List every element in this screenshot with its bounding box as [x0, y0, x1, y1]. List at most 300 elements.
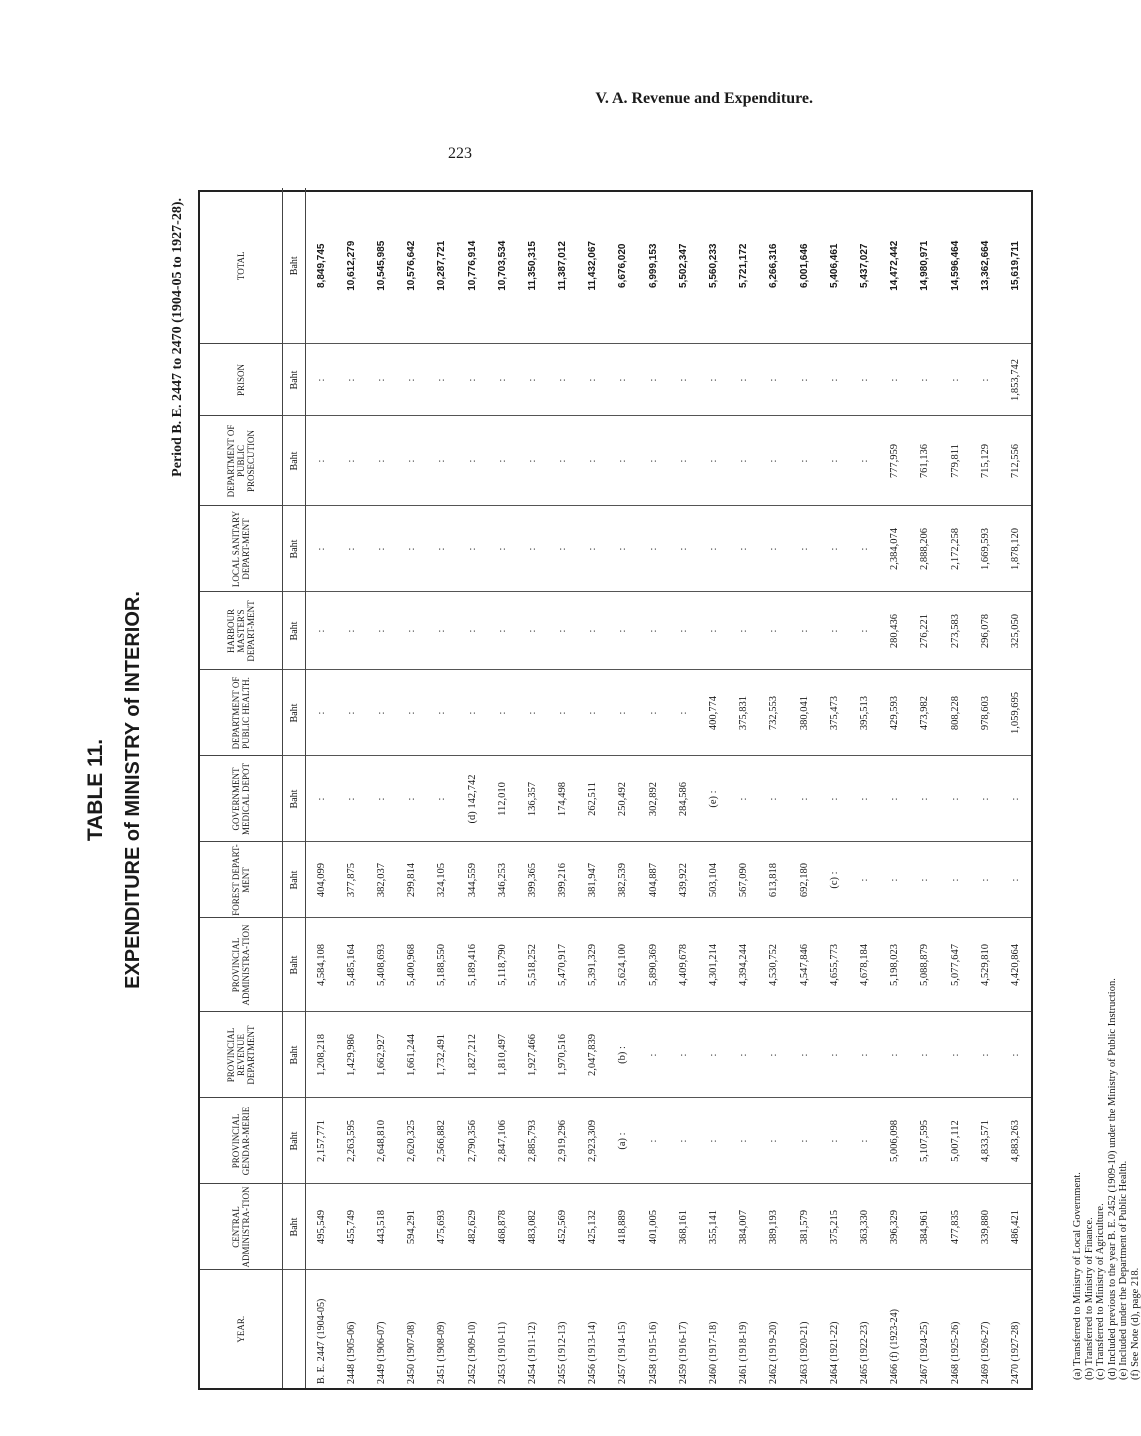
- value-cell: :: [517, 344, 547, 416]
- value-cell: :: [759, 756, 789, 842]
- value-cell: 339,880: [970, 1184, 1000, 1270]
- value-cell: :: [306, 344, 337, 416]
- value-cell: :: [487, 344, 517, 416]
- value-cell: 418,889: [608, 1184, 638, 1270]
- col-provincial-revenue: PROVINCIAL REVENUE DEPARTMENT: [200, 1012, 283, 1098]
- value-cell: 5,400,968: [397, 918, 427, 1012]
- value-cell: 4,678,184: [849, 918, 879, 1012]
- footnote: (d) Included previous to the year B. E. 2452 (1909-10) under the Ministry of Public Instruction.: [1106, 978, 1118, 1380]
- value-cell: 325,050: [1000, 592, 1030, 670]
- total-cell: 6,266,316: [768, 243, 780, 288]
- total-cell: 14,596,464: [949, 240, 961, 291]
- footnotes: [1072, 978, 1141, 1380]
- value-cell: 2,047,839: [578, 1012, 608, 1098]
- value-cell: :: [578, 670, 608, 756]
- value-cell: :: [578, 416, 608, 506]
- value-cell: 399,216: [548, 842, 578, 918]
- value-cell: 1,853,742: [1000, 344, 1030, 416]
- value-cell: 712,556: [1000, 416, 1030, 506]
- unit-cell: Baht: [283, 756, 306, 842]
- value-cell: 808,228: [940, 670, 970, 756]
- value-cell: :: [668, 506, 698, 592]
- value-cell: :: [548, 506, 578, 592]
- total-cell: 13,362,664: [979, 240, 991, 291]
- value-cell: :: [849, 1012, 879, 1098]
- value-cell: 429,593: [880, 670, 910, 756]
- total-cell: 14,472,442: [889, 240, 901, 291]
- unit-cell: Baht: [283, 1098, 306, 1184]
- value-cell: :: [336, 416, 366, 506]
- value-cell: :: [819, 344, 849, 416]
- value-cell: :: [759, 1098, 789, 1184]
- value-cell: 715,129: [970, 416, 1000, 506]
- value-cell: 382,539: [608, 842, 638, 918]
- value-cell: :: [336, 756, 366, 842]
- value-cell: :: [970, 756, 1000, 842]
- value-cell: :: [910, 842, 940, 918]
- value-cell: 473,982: [910, 670, 940, 756]
- value-cell: 389,193: [759, 1184, 789, 1270]
- value-cell: :: [698, 416, 728, 506]
- value-cell: :: [729, 756, 759, 842]
- value-cell: :: [608, 592, 638, 670]
- value-cell: 503,104: [698, 842, 728, 918]
- value-cell: :: [427, 506, 457, 592]
- value-cell: 1,970,516: [548, 1012, 578, 1098]
- table-row: [397, 188, 427, 1388]
- unit-cell: Baht: [283, 842, 306, 918]
- value-cell: 5,890,369: [638, 918, 668, 1012]
- value-cell: :: [457, 416, 487, 506]
- col-public-health: DEPARTMENT OF PUBLIC HEALTH.: [200, 670, 283, 756]
- value-cell: :: [668, 344, 698, 416]
- value-cell: 2,885,793: [517, 1098, 547, 1184]
- table-row: [306, 188, 337, 1388]
- value-cell: :: [517, 416, 547, 506]
- value-cell: (d) 142,742: [457, 756, 487, 842]
- total-cell: 10,612,279: [345, 240, 357, 291]
- value-cell: 344,559: [457, 842, 487, 918]
- value-cell: 2,790,356: [457, 1098, 487, 1184]
- total-cell: 6,999,153: [647, 243, 659, 288]
- total-cell: 11,432,067: [587, 241, 599, 291]
- value-cell: :: [1000, 842, 1030, 918]
- col-harbour-master: HARBOUR MASTER'S DEPART-MENT: [200, 592, 283, 670]
- value-cell: :: [487, 670, 517, 756]
- value-cell: 1,669,593: [970, 506, 1000, 592]
- value-cell: 495,549: [306, 1184, 337, 1270]
- value-cell: 2,384,074: [880, 506, 910, 592]
- value-cell: 777,959: [880, 416, 910, 506]
- value-cell: :: [427, 670, 457, 756]
- value-cell: 363,330: [849, 1184, 879, 1270]
- value-cell: 732,553: [759, 670, 789, 756]
- value-cell: 4,301,214: [698, 918, 728, 1012]
- total-cell: 6,676,020: [617, 243, 629, 288]
- value-cell: :: [789, 756, 819, 842]
- value-cell: :: [306, 592, 337, 670]
- value-cell: :: [880, 1012, 910, 1098]
- total-cell: 15,619,711: [1009, 241, 1021, 291]
- value-cell: :: [548, 670, 578, 756]
- value-cell: :: [729, 416, 759, 506]
- value-cell: :: [487, 592, 517, 670]
- value-cell: 381,579: [789, 1184, 819, 1270]
- value-cell: 1,827,212: [457, 1012, 487, 1098]
- unit-row: [283, 188, 306, 1388]
- value-cell: 5,198,023: [880, 918, 910, 1012]
- table-row: [427, 188, 457, 1388]
- year-cell: 2456 (1913-14): [578, 1270, 608, 1388]
- table-row: [336, 188, 366, 1388]
- value-cell: 486,421: [1000, 1184, 1030, 1270]
- expenditure-table-frame: [198, 190, 1033, 1390]
- value-cell: :: [457, 592, 487, 670]
- unit-cell: Baht: [283, 416, 306, 506]
- value-cell: 5,188,550: [427, 918, 457, 1012]
- table-row: [698, 188, 728, 1388]
- rotated-page-content: [72, 190, 1141, 1390]
- value-cell: :: [366, 344, 396, 416]
- footnote: (b) Transferred to Ministry of Finance.: [1083, 1217, 1095, 1380]
- col-provincial-gendarmerie: PROVINCIAL GENDAR-MERIE: [200, 1098, 283, 1184]
- value-cell: :: [940, 756, 970, 842]
- value-cell: 273,583: [940, 592, 970, 670]
- value-cell: 368,161: [668, 1184, 698, 1270]
- value-cell: :: [849, 506, 879, 592]
- col-year: YEAR.: [200, 1270, 283, 1388]
- total-cell: 11,387,012: [557, 241, 569, 291]
- value-cell: 455,749: [336, 1184, 366, 1270]
- value-cell: :: [578, 344, 608, 416]
- value-cell: 1,732,491: [427, 1012, 457, 1098]
- value-cell: :: [397, 416, 427, 506]
- year-cell: 2461 (1918-19): [729, 1270, 759, 1388]
- value-cell: 1,810,497: [487, 1012, 517, 1098]
- value-cell: :: [638, 344, 668, 416]
- value-cell: :: [427, 344, 457, 416]
- value-cell: :: [729, 506, 759, 592]
- total-cell: 10,576,642: [406, 240, 418, 291]
- unit-cell: Baht: [283, 592, 306, 670]
- value-cell: 439,922: [668, 842, 698, 918]
- value-cell: 404,099: [306, 842, 337, 918]
- value-cell: :: [427, 592, 457, 670]
- value-cell: 4,420,864: [1000, 918, 1030, 1012]
- value-cell: :: [880, 842, 910, 918]
- value-cell: 5,624,100: [608, 918, 638, 1012]
- value-cell: :: [668, 670, 698, 756]
- value-cell: (e) :: [698, 756, 728, 842]
- value-cell: :: [548, 416, 578, 506]
- table-row: [608, 188, 638, 1388]
- total-cell: 5,721,172: [738, 243, 750, 288]
- value-cell: 4,655,773: [819, 918, 849, 1012]
- value-cell: :: [366, 670, 396, 756]
- value-cell: (c) :: [819, 842, 849, 918]
- value-cell: 382,037: [366, 842, 396, 918]
- year-cell: 2457 (1914-15): [608, 1270, 638, 1388]
- value-cell: :: [578, 506, 608, 592]
- value-cell: :: [517, 670, 547, 756]
- table-row: [548, 188, 578, 1388]
- year-cell: 2462 (1919-20): [759, 1270, 789, 1388]
- value-cell: :: [940, 842, 970, 918]
- value-cell: :: [819, 1098, 849, 1184]
- value-cell: 4,529,810: [970, 918, 1000, 1012]
- value-cell: 346,253: [487, 842, 517, 918]
- value-cell: 594,291: [397, 1184, 427, 1270]
- value-cell: 5,107,595: [910, 1098, 940, 1184]
- year-cell: 2459 (1916-17): [668, 1270, 698, 1388]
- value-cell: :: [457, 670, 487, 756]
- year-cell: 2468 (1925-26): [940, 1270, 970, 1388]
- year-cell: 2451 (1908-09): [427, 1270, 457, 1388]
- table-row: [910, 188, 940, 1388]
- value-cell: 400,774: [698, 670, 728, 756]
- value-cell: 5,408,693: [366, 918, 396, 1012]
- unit-cell: Baht: [283, 1012, 306, 1098]
- value-cell: :: [638, 1012, 668, 1098]
- table-row: [940, 188, 970, 1388]
- value-cell: :: [457, 344, 487, 416]
- value-cell: 5,470,917: [548, 918, 578, 1012]
- table-row: [970, 188, 1000, 1388]
- value-cell: 1,059,695: [1000, 670, 1030, 756]
- value-cell: :: [849, 1098, 879, 1184]
- value-cell: 5,391,329: [578, 918, 608, 1012]
- value-cell: :: [970, 1012, 1000, 1098]
- col-provincial-administration: PROVINCIAL ADMINISTRA-TION: [200, 918, 283, 1012]
- value-cell: :: [397, 756, 427, 842]
- value-cell: 2,566,882: [427, 1098, 457, 1184]
- table-row: [729, 188, 759, 1388]
- table-row: [819, 188, 849, 1388]
- value-cell: :: [698, 592, 728, 670]
- value-cell: :: [397, 592, 427, 670]
- value-cell: :: [306, 416, 337, 506]
- value-cell: :: [970, 344, 1000, 416]
- value-cell: :: [759, 1012, 789, 1098]
- value-cell: :: [789, 1098, 819, 1184]
- value-cell: :: [366, 506, 396, 592]
- value-cell: :: [789, 416, 819, 506]
- value-cell: :: [306, 506, 337, 592]
- year-cell: 2470 (1927-28): [1000, 1270, 1030, 1388]
- value-cell: 2,888,206: [910, 506, 940, 592]
- footnote: (c) Transferred to Ministry of Agriculture.: [1095, 1203, 1106, 1380]
- value-cell: :: [819, 756, 849, 842]
- value-cell: :: [336, 592, 366, 670]
- value-cell: 692,180: [789, 842, 819, 918]
- value-cell: 5,118,790: [487, 918, 517, 1012]
- value-cell: 375,215: [819, 1184, 849, 1270]
- value-cell: :: [940, 344, 970, 416]
- value-cell: :: [789, 506, 819, 592]
- value-cell: :: [638, 670, 668, 756]
- value-cell: :: [729, 1012, 759, 1098]
- year-cell: 2458 (1915-16): [638, 1270, 668, 1388]
- value-cell: 1,878,120: [1000, 506, 1030, 592]
- year-cell: 2467 (1924-25): [910, 1270, 940, 1388]
- value-cell: 482,629: [457, 1184, 487, 1270]
- value-cell: 1,208,218: [306, 1012, 337, 1098]
- value-cell: :: [487, 506, 517, 592]
- year-cell: 2465 (1922-23): [849, 1270, 879, 1388]
- header-row: [200, 188, 283, 1388]
- value-cell: :: [849, 756, 879, 842]
- value-cell: 5,088,879: [910, 918, 940, 1012]
- value-cell: :: [638, 592, 668, 670]
- value-cell: 395,513: [849, 670, 879, 756]
- value-cell: 5,189,416: [457, 918, 487, 1012]
- value-cell: 355,141: [698, 1184, 728, 1270]
- value-cell: 4,530,752: [759, 918, 789, 1012]
- value-cell: 276,221: [910, 592, 940, 670]
- value-cell: 384,961: [910, 1184, 940, 1270]
- value-cell: 477,835: [940, 1184, 970, 1270]
- unit-cell-empty: [283, 1270, 306, 1388]
- value-cell: 262,511: [578, 756, 608, 842]
- value-cell: 483,082: [517, 1184, 547, 1270]
- page-number: 223: [448, 145, 472, 162]
- value-cell: :: [306, 670, 337, 756]
- value-cell: 2,847,106: [487, 1098, 517, 1184]
- value-cell: :: [910, 756, 940, 842]
- value-cell: :: [759, 592, 789, 670]
- value-cell: 2,919,296: [548, 1098, 578, 1184]
- value-cell: :: [729, 592, 759, 670]
- value-cell: :: [759, 506, 789, 592]
- value-cell: 4,833,571: [970, 1098, 1000, 1184]
- value-cell: :: [849, 344, 879, 416]
- value-cell: :: [608, 344, 638, 416]
- value-cell: 299,814: [397, 842, 427, 918]
- value-cell: 443,518: [366, 1184, 396, 1270]
- value-cell: :: [638, 416, 668, 506]
- value-cell: :: [880, 756, 910, 842]
- table-title: EXPENDITURE of MINISTRY of INTERIOR.: [122, 591, 144, 989]
- value-cell: (a) :: [608, 1098, 638, 1184]
- value-cell: :: [487, 416, 517, 506]
- value-cell: 324,105: [427, 842, 457, 918]
- total-cell: 11,350,315: [526, 241, 538, 291]
- value-cell: :: [668, 592, 698, 670]
- value-cell: :: [910, 1012, 940, 1098]
- value-cell: :: [698, 1098, 728, 1184]
- value-cell: :: [336, 344, 366, 416]
- total-cell: 6,001,646: [798, 243, 810, 288]
- period-label: Period B. E. 2447 to 2470 (1904-05 to 1927-28).: [170, 198, 185, 477]
- value-cell: 302,892: [638, 756, 668, 842]
- footnote: (f) See Note (d), page 218.: [1129, 1267, 1141, 1380]
- table-row: [1000, 188, 1030, 1388]
- value-cell: 250,492: [608, 756, 638, 842]
- value-cell: :: [638, 506, 668, 592]
- year-cell: 2450 (1907-08): [397, 1270, 427, 1388]
- value-cell: :: [789, 592, 819, 670]
- footnote: (e) Included under the Department of Public Health.: [1118, 1160, 1129, 1380]
- value-cell: 452,569: [548, 1184, 578, 1270]
- value-cell: :: [1000, 1012, 1030, 1098]
- value-cell: 381,947: [578, 842, 608, 918]
- value-cell: :: [397, 344, 427, 416]
- value-cell: :: [548, 344, 578, 416]
- value-cell: (b) :: [608, 1012, 638, 1098]
- value-cell: :: [668, 416, 698, 506]
- year-cell: 2449 (1906-07): [366, 1270, 396, 1388]
- unit-cell: Baht: [283, 188, 306, 344]
- value-cell: 5,518,252: [517, 918, 547, 1012]
- value-cell: :: [698, 1012, 728, 1098]
- value-cell: 404,887: [638, 842, 668, 918]
- value-cell: 761,136: [910, 416, 940, 506]
- value-cell: :: [427, 756, 457, 842]
- col-prison: PRISON: [200, 344, 283, 416]
- value-cell: :: [819, 1012, 849, 1098]
- value-cell: :: [306, 756, 337, 842]
- value-cell: 2,172,258: [940, 506, 970, 592]
- value-cell: :: [789, 344, 819, 416]
- value-cell: 5,485,164: [336, 918, 366, 1012]
- value-cell: :: [668, 1012, 698, 1098]
- value-cell: :: [668, 1098, 698, 1184]
- total-cell: 5,560,233: [708, 243, 720, 288]
- value-cell: :: [910, 344, 940, 416]
- value-cell: 468,878: [487, 1184, 517, 1270]
- total-cell: 5,437,027: [858, 243, 870, 288]
- table-row: [487, 188, 517, 1388]
- col-forest-department: FOREST DEPART-MENT: [200, 842, 283, 918]
- value-cell: :: [397, 506, 427, 592]
- total-cell: 8,849,745: [315, 243, 327, 288]
- value-cell: 384,007: [729, 1184, 759, 1270]
- value-cell: 112,010: [487, 756, 517, 842]
- value-cell: :: [578, 592, 608, 670]
- value-cell: 425,132: [578, 1184, 608, 1270]
- value-cell: :: [789, 1012, 819, 1098]
- unit-cell: Baht: [283, 506, 306, 592]
- value-cell: :: [638, 1098, 668, 1184]
- value-cell: :: [397, 670, 427, 756]
- value-cell: :: [336, 670, 366, 756]
- value-cell: 174,498: [548, 756, 578, 842]
- value-cell: :: [729, 1098, 759, 1184]
- table-row: [457, 188, 487, 1388]
- value-cell: 2,620,325: [397, 1098, 427, 1184]
- value-cell: 136,357: [517, 756, 547, 842]
- value-cell: 1,429,986: [336, 1012, 366, 1098]
- value-cell: 401,005: [638, 1184, 668, 1270]
- value-cell: 375,473: [819, 670, 849, 756]
- table-row: [366, 188, 396, 1388]
- value-cell: :: [366, 592, 396, 670]
- table-row: [880, 188, 910, 1388]
- year-cell: 2453 (1910-11): [487, 1270, 517, 1388]
- total-cell: 14,980,971: [919, 240, 931, 291]
- table-row: [668, 188, 698, 1388]
- value-cell: 779,811: [940, 416, 970, 506]
- table-body: [283, 188, 1031, 1388]
- value-cell: 567,090: [729, 842, 759, 918]
- value-cell: 4,584,108: [306, 918, 337, 1012]
- value-cell: 380,041: [789, 670, 819, 756]
- value-cell: 399,365: [517, 842, 547, 918]
- footnote: (a) Transferred to Ministry of Local Government.: [1072, 1172, 1083, 1380]
- value-cell: 4,547,846: [789, 918, 819, 1012]
- table-row: [517, 188, 547, 1388]
- value-cell: 978,603: [970, 670, 1000, 756]
